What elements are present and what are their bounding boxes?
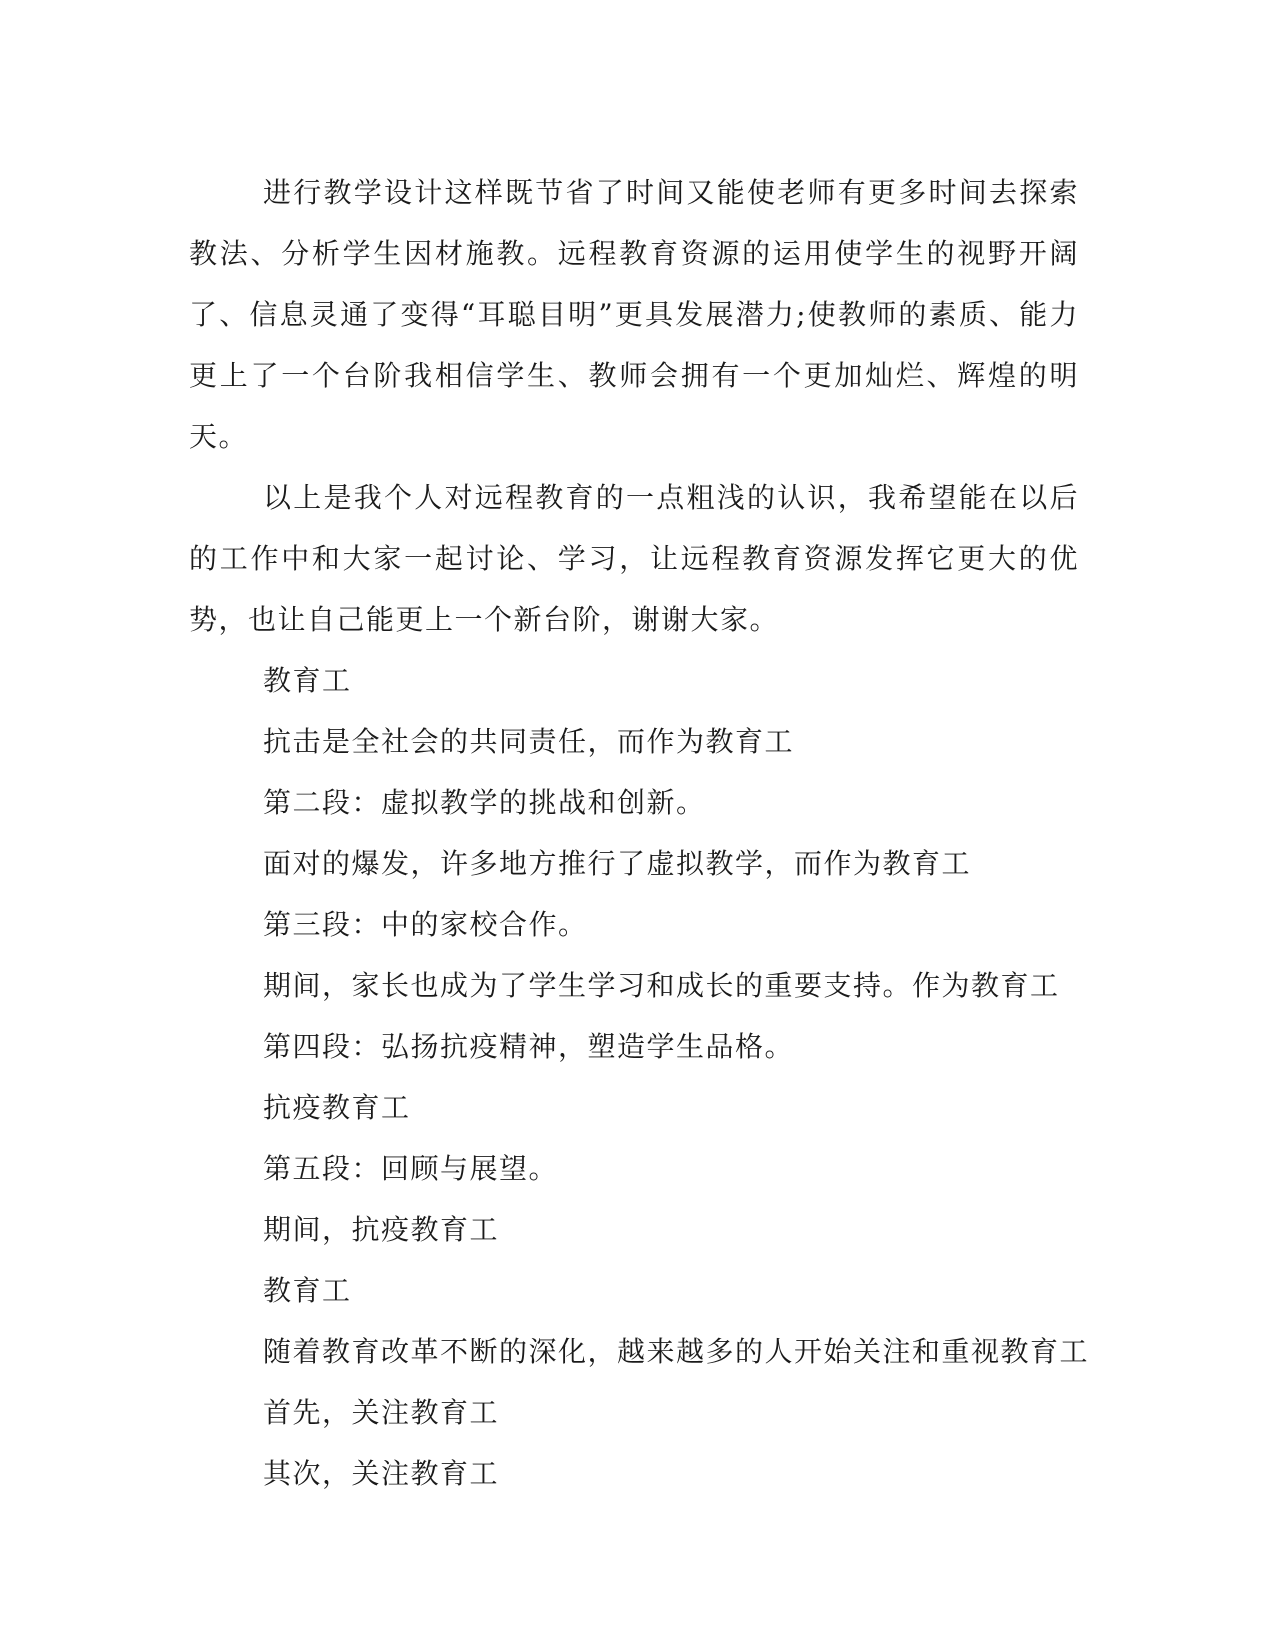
text-line: 教育工 — [263, 1274, 352, 1307]
text-line: 面对的爆发，许多地方推行了虚拟教学，而作为教育工 — [263, 847, 972, 880]
text-line: 期间，抗疫教育工 — [263, 1213, 500, 1246]
section-heading: 第二段：虚拟教学的挑战和创新。 — [263, 786, 706, 819]
section-heading: 第三段：中的家校合作。 — [263, 908, 588, 941]
text-line: 其次，关注教育工 — [263, 1457, 500, 1490]
text-line: 教育工 — [263, 664, 352, 697]
text-line: 首先，关注教育工 — [263, 1396, 500, 1429]
section-heading: 第四段：弘扬抗疫精神，塑造学生品格。 — [263, 1030, 795, 1063]
text-line: 期间，家长也成为了学生学习和成长的重要支持。作为教育工 — [263, 969, 1060, 1002]
document-body — [189, 162, 1090, 1504]
section-heading: 第五段：回顾与展望。 — [263, 1152, 559, 1185]
text-line: 随着教育改革不断的深化，越来越多的人开始关注和重视教育工 — [263, 1335, 1090, 1368]
paragraph-remote-education-benefits: 进行教学设计这样既节省了时间又能使老师有更多时间去探索教法、分析学生因材施教。远程教育资源的运用使学生的视野开阔了、信息灵通了变得“耳聪目明”更具发展潜力;使教师的素质、能力更上了一个台阶我相信学生、教师会拥有一个更加灿烂、辉煌的明天。 — [189, 176, 1079, 453]
paragraph-closing-remarks: 以上是我个人对远程教育的一点粗浅的认识，我希望能在以后的工作中和大家一起讨论、学习，让远程教育资源发挥它更大的优势，也让自己能更上一个新台阶，谢谢大家。 — [189, 481, 1079, 636]
text-line: 抗疫教育工 — [263, 1091, 411, 1124]
text-line: 抗击是全社会的共同责任，而作为教育工 — [263, 725, 795, 758]
